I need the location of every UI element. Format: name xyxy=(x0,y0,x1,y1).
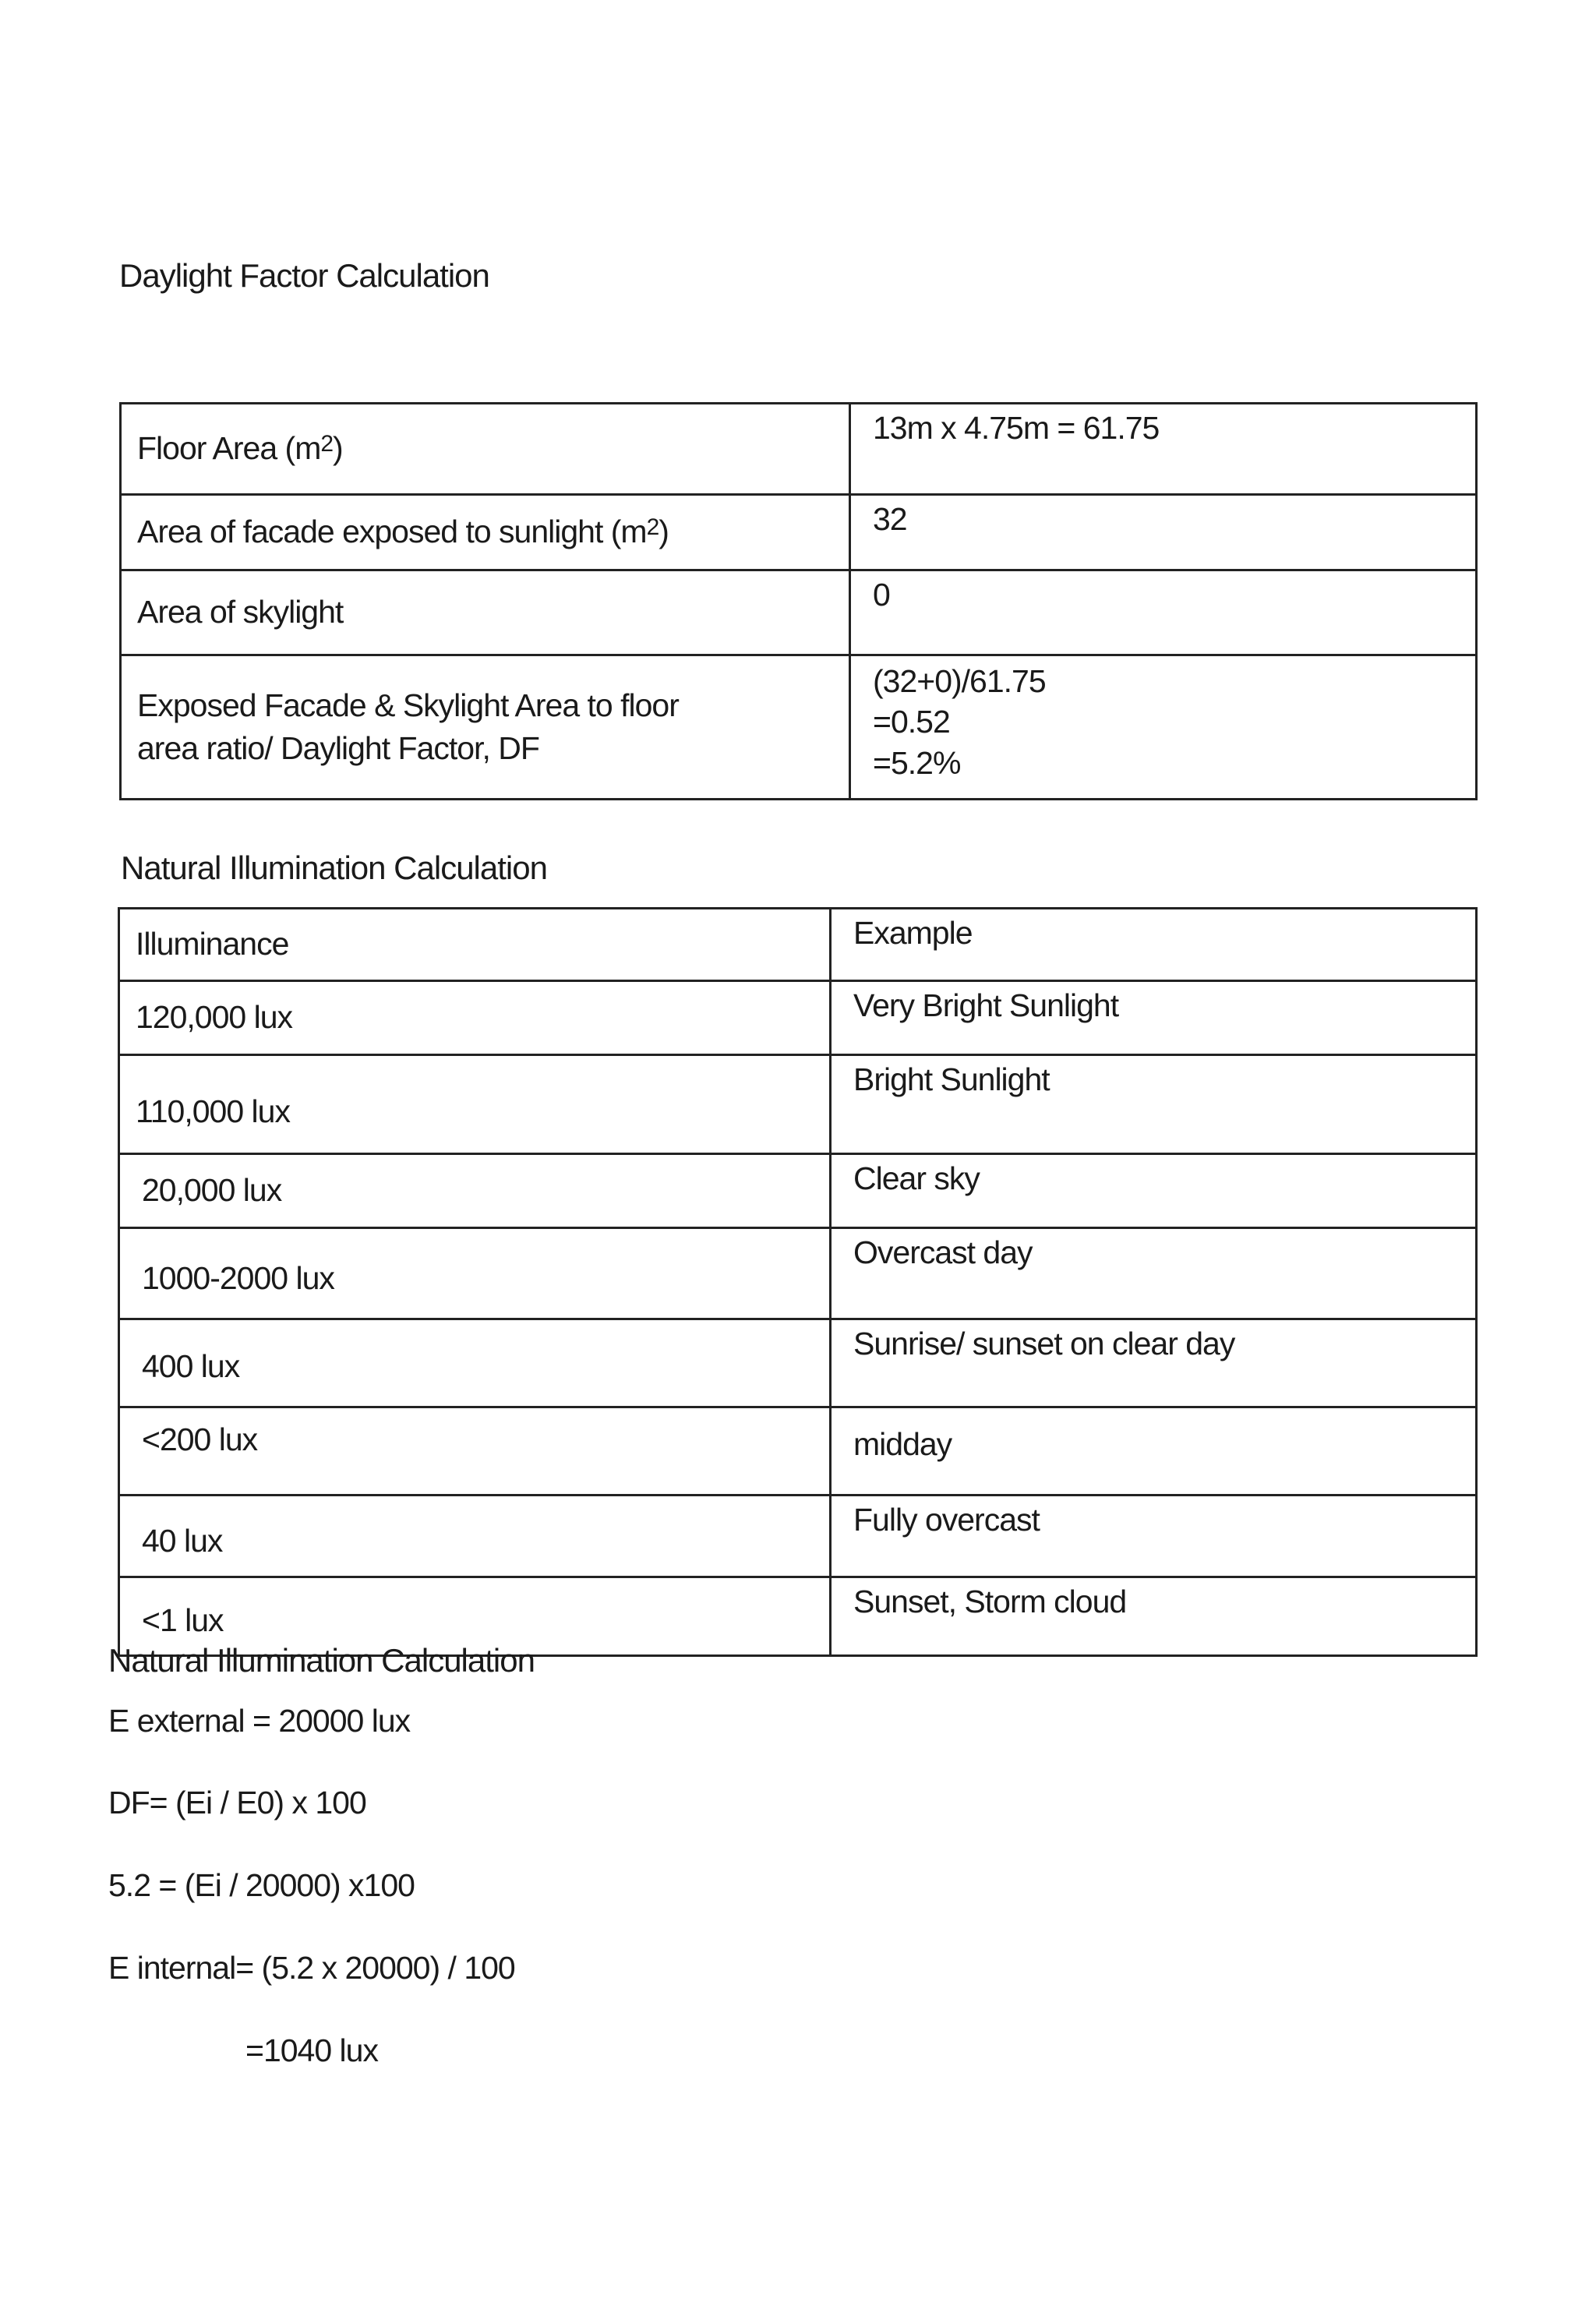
example-cell: Fully overcast xyxy=(831,1496,1477,1577)
table-header-row xyxy=(119,909,1477,981)
table-row xyxy=(119,1154,1477,1228)
illuminance-cell: 1000-2000 lux xyxy=(119,1228,831,1319)
value-line: =5.2% xyxy=(873,744,961,781)
illuminance-cell: 20,000 lux xyxy=(119,1154,831,1228)
example-cell: Very Bright Sunlight xyxy=(831,981,1477,1055)
table-row xyxy=(119,1407,1477,1496)
daylight-factor-title: Daylight Factor Calculation xyxy=(119,257,489,294)
illuminance-cell: <200 lux xyxy=(119,1407,831,1496)
illuminance-cell: 120,000 lux xyxy=(119,981,831,1055)
formula-result: =1040 lux xyxy=(245,2032,378,2068)
table-row xyxy=(121,404,1477,495)
illuminance-cell: 400 lux xyxy=(119,1319,831,1407)
table-row xyxy=(119,1228,1477,1319)
row-label: Area of skylight xyxy=(121,570,850,655)
example-cell: midday xyxy=(831,1407,1477,1496)
table-row xyxy=(121,570,1477,655)
row-value: 13m x 4.75m = 61.75 xyxy=(850,404,1477,495)
value-line: =0.52 xyxy=(873,704,950,740)
illuminance-cell: 40 lux xyxy=(119,1496,831,1577)
table-row xyxy=(119,1319,1477,1407)
illumination-table-title: Natural Illumination Calculation xyxy=(121,849,547,886)
daylight-factor-table xyxy=(119,402,1478,800)
table-row xyxy=(121,495,1477,570)
table-row xyxy=(119,1055,1477,1154)
row-value xyxy=(850,655,1477,800)
example-cell: Overcast day xyxy=(831,1228,1477,1319)
row-label: Area of facade exposed to sunlight $(m^2)$ xyxy=(121,495,850,570)
table-row xyxy=(119,1496,1477,1577)
formula-line: DF= (Ei / E0) x 100 xyxy=(108,1785,366,1820)
row-label: Exposed Facade & Skylight Area to floor area ratio/ Daylight Factor, DF xyxy=(121,655,850,800)
row-label: Floor Area $(m^2)$ xyxy=(121,404,850,495)
illuminance-cell: <1 lux xyxy=(119,1577,831,1656)
example-cell: Sunset, Storm cloud xyxy=(831,1577,1477,1656)
formula-line: E external = 20000 lux xyxy=(108,1703,411,1739)
formula-line: 5.2 = (Ei / 20000) x100 xyxy=(108,1867,415,1903)
table-row xyxy=(119,981,1477,1055)
calculation-title: Natural Illumination Calculation xyxy=(108,1642,535,1679)
column-header: Illuminance xyxy=(119,909,831,981)
table-row xyxy=(121,655,1477,800)
formula-line: E internal= (5.2 x 20000) / 100 xyxy=(108,1950,515,1986)
value-line: (32+0)/61.75 xyxy=(873,663,1046,699)
example-cell: Bright Sunlight xyxy=(831,1055,1477,1154)
row-value: 0 xyxy=(850,570,1477,655)
example-cell: Clear sky xyxy=(831,1154,1477,1228)
column-header: Example xyxy=(831,909,1477,981)
illumination-table xyxy=(118,907,1478,1657)
illuminance-cell: 110,000 lux xyxy=(119,1055,831,1154)
example-cell: Sunrise/ sunset on clear day xyxy=(831,1319,1477,1407)
row-value: 32 xyxy=(850,495,1477,570)
